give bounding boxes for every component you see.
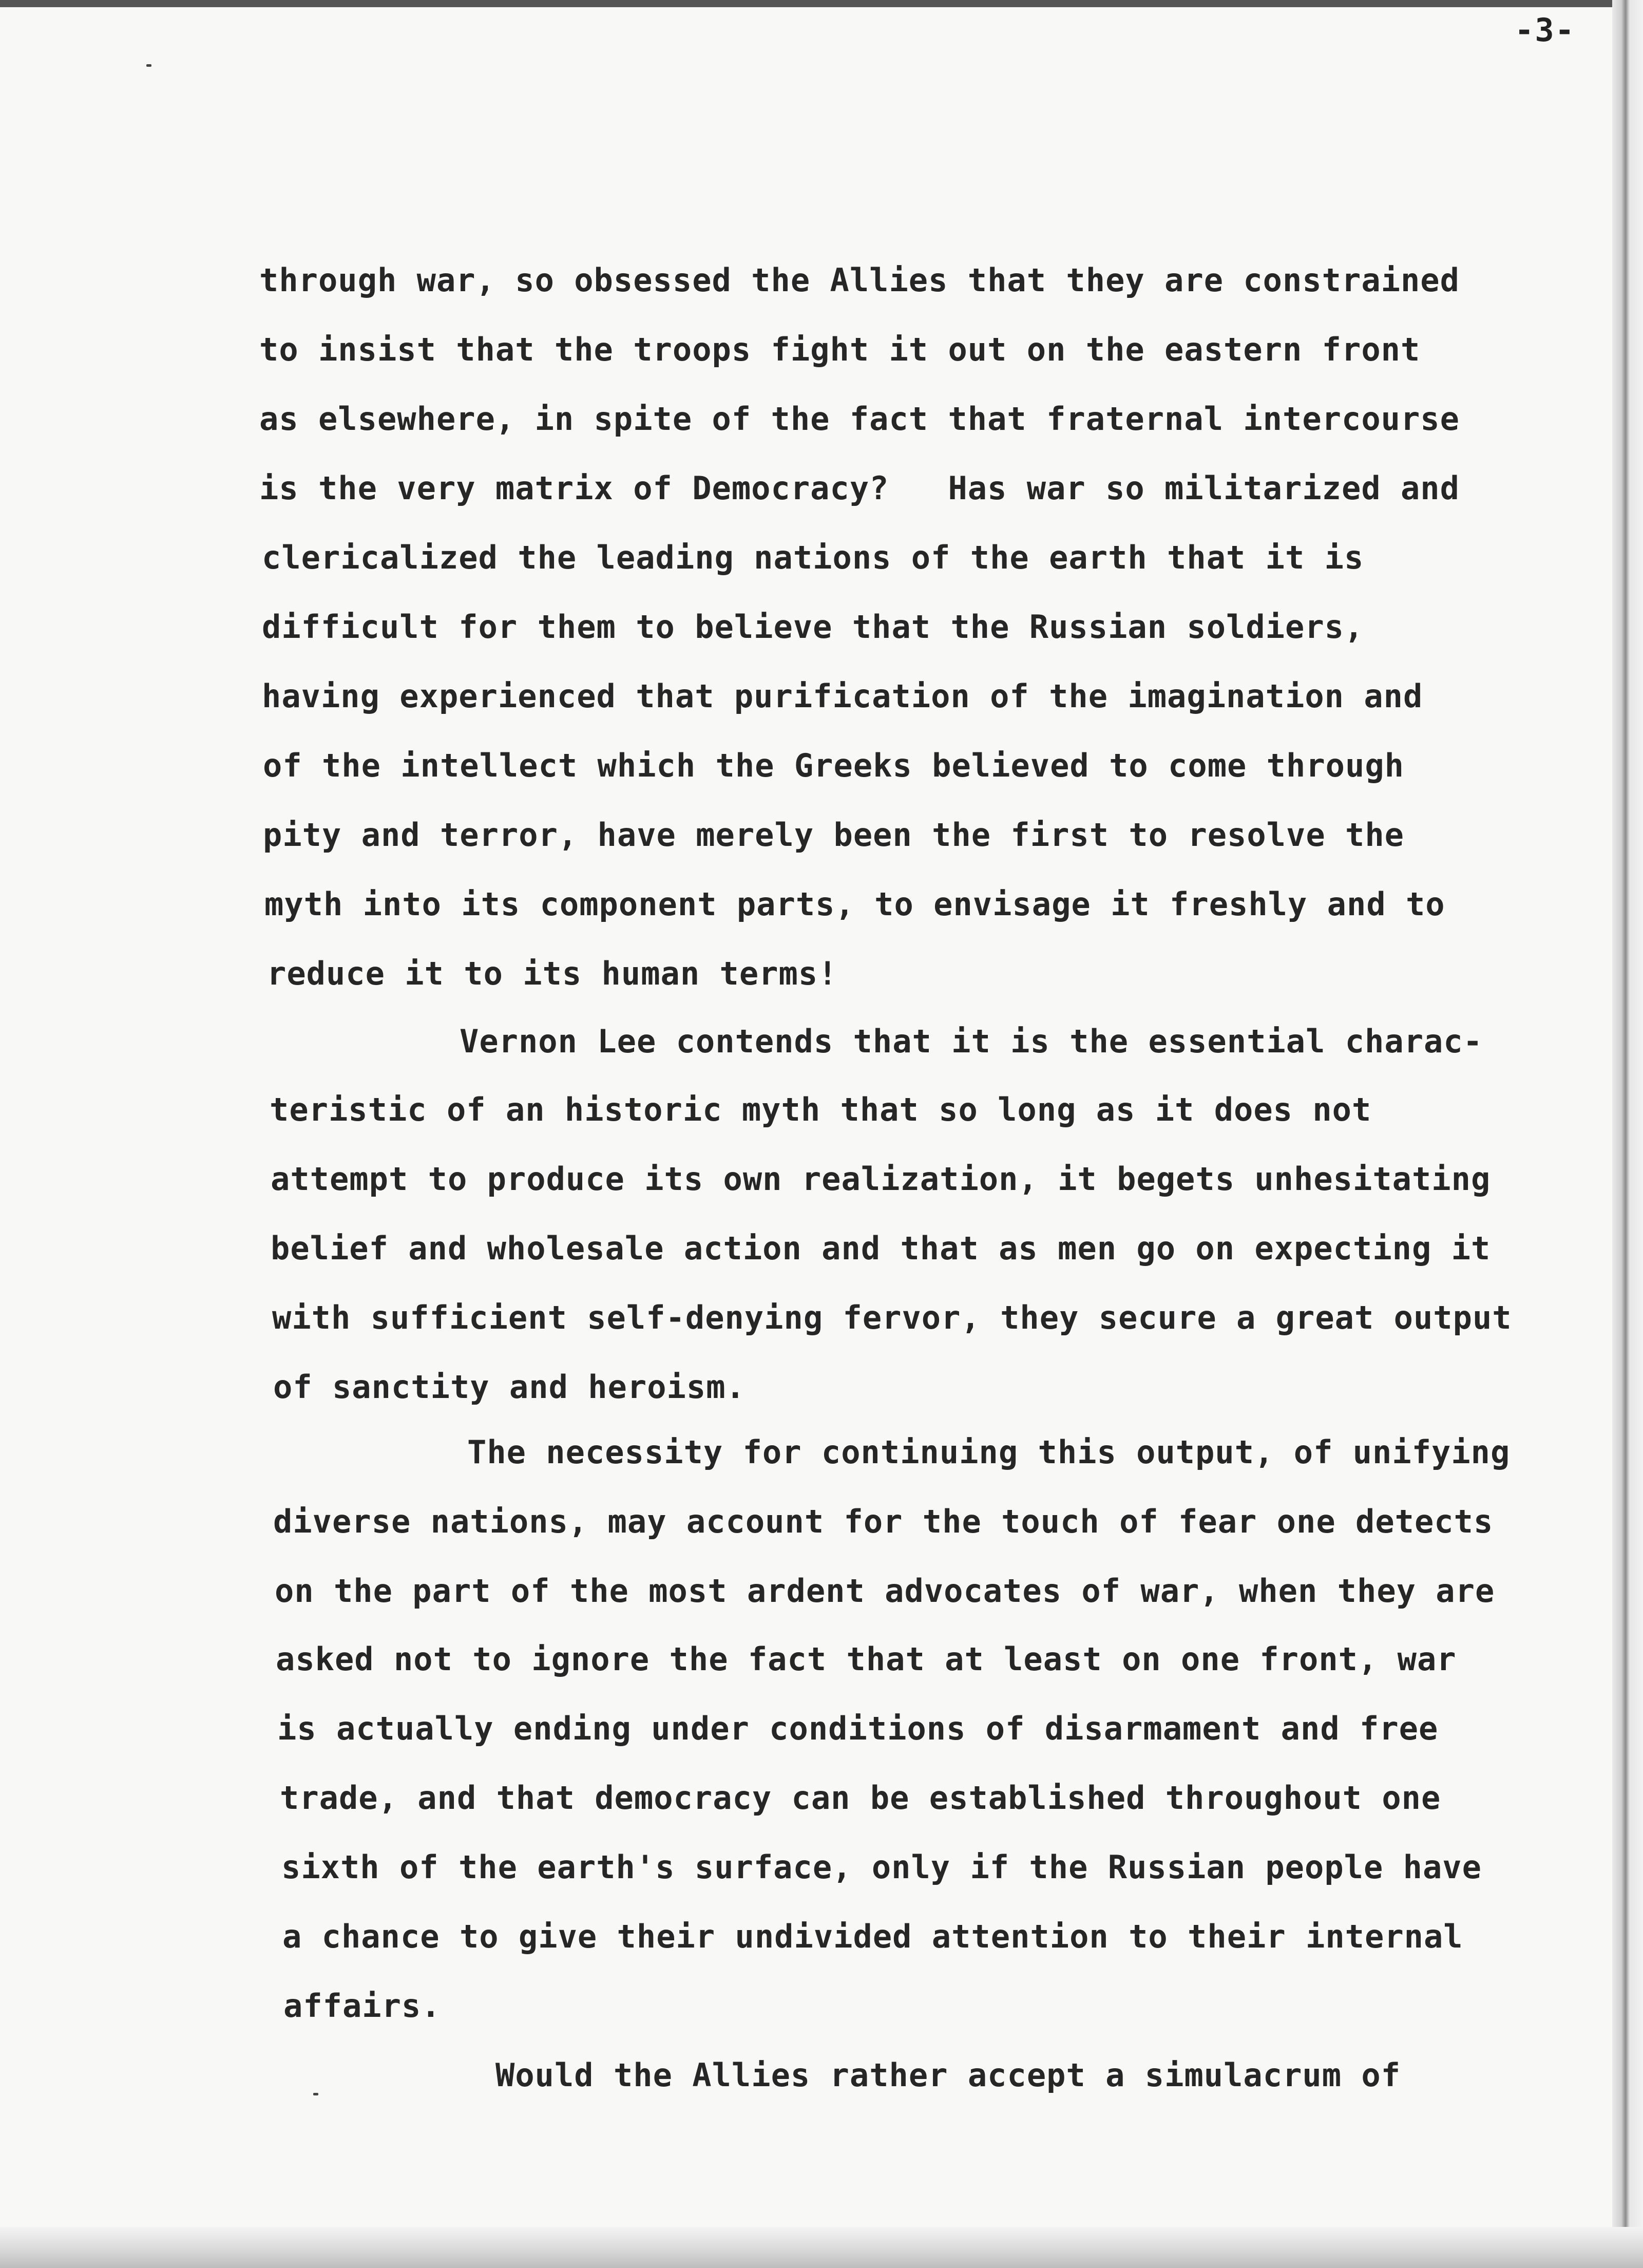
scan-speck — [146, 64, 151, 67]
text-line: through war, so obsessed the Allies that they are constrained — [259, 261, 1460, 299]
page-number: -3- — [1515, 11, 1575, 49]
text-line: trade, and that democracy can be established throughout one — [280, 1779, 1441, 1817]
paragraph-first-line: The necessity for continuing this output, of unifying — [467, 1433, 1511, 1471]
text-line: difficult for them to believe that the Russian soldiers, — [262, 608, 1364, 646]
text-line: attempt to produce its own realization, it begets unhesitating — [271, 1160, 1491, 1198]
text-line: as elsewhere, in spite of the fact that fraternal intercourse — [259, 400, 1460, 438]
text-line: is the very matrix of Democracy? Has war so militarized and — [259, 469, 1460, 507]
text-line: teristic of an historic myth that so long as it does not — [270, 1091, 1372, 1128]
scan-top-edge — [0, 0, 1643, 7]
text-line: is actually ending under conditions of disarmament and free — [277, 1710, 1439, 1747]
scan-speck — [313, 2093, 318, 2095]
text-line: a chance to give their undivided attention to their internal — [282, 1918, 1463, 1955]
paragraph-first-line: Would the Allies rather accept a simulacrum of — [495, 2056, 1401, 2094]
text-line: on the part of the most ardent advocates of war, when they are — [275, 1572, 1495, 1610]
scan-bottom-edge — [0, 2227, 1643, 2268]
text-line: belief and wholesale action and that as men go on expecting it — [271, 1230, 1491, 1267]
text-line: of the intellect which the Greeks believed to come through — [263, 747, 1404, 784]
text-line: of sanctity and heroism. — [273, 1368, 746, 1406]
text-line: sixth of the earth's surface, only if the Russian people have — [281, 1848, 1482, 1886]
paragraph-first-line: Vernon Lee contends that it is the essential charac- — [460, 1023, 1483, 1060]
text-line: diverse nations, may account for the touch of fear one detects — [273, 1503, 1494, 1540]
text-line: with sufficient self-denying fervor, they secure a great output — [272, 1299, 1512, 1336]
text-line: to insist that the troops fight it out on the eastern front — [259, 331, 1421, 368]
scan-right-edge — [1612, 0, 1643, 2268]
text-line: pity and terror, have merely been the first to resolve the — [263, 816, 1404, 854]
text-line: myth into its component parts, to envisage it freshly and to — [264, 885, 1445, 923]
text-line: clericalized the leading nations of the earth that it is — [262, 539, 1364, 576]
text-line: affairs. — [283, 1987, 441, 2025]
text-line: asked not to ignore the fact that at least on one front, war — [276, 1640, 1457, 1678]
text-line: reduce it to its human terms! — [267, 955, 838, 992]
text-line: having experienced that purification of the imagination and — [262, 677, 1423, 715]
